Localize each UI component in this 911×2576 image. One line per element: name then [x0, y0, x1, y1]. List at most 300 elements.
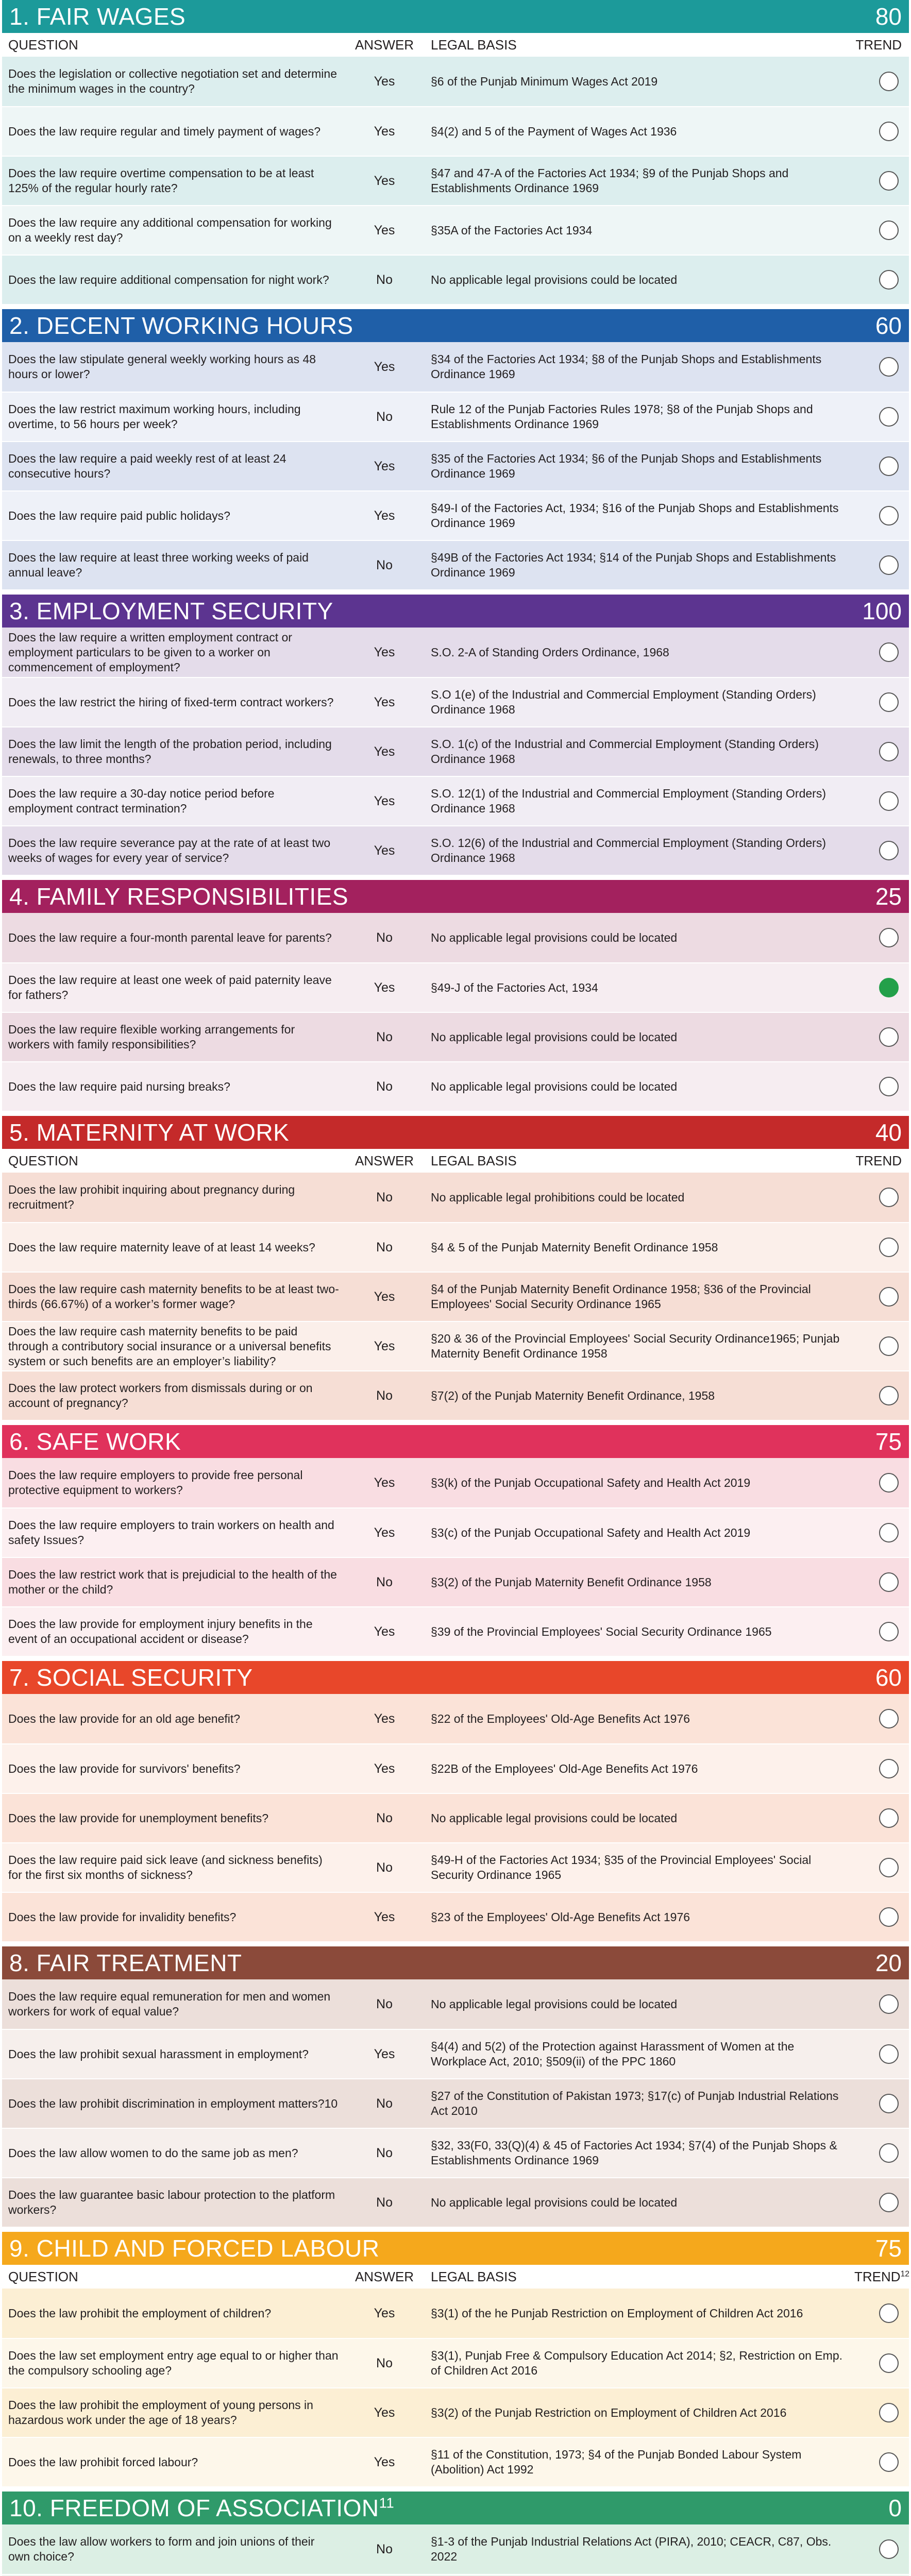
- table-row: [2, 1458, 909, 1507]
- section-title-text: 2. DECENT WORKING HOURS: [9, 312, 353, 339]
- trend-no-change-icon: [879, 1858, 899, 1877]
- section-title-text: 9. CHILD AND FORCED LABOUR: [9, 2235, 380, 2262]
- trend-no-change-icon: [879, 1287, 899, 1307]
- answer-value: Yes: [374, 1761, 395, 1776]
- table-row: [2, 677, 909, 726]
- table-row: [2, 726, 909, 776]
- legal-basis-text: §3(1), Punjab Free & Compulsory Education Act 2014; §2, Restriction on Emp. of Children Act 2016: [431, 2349, 843, 2377]
- legal-basis-text: §39 of the Provincial Employees' Social Security Ordinance 1965: [431, 1624, 772, 1638]
- trend-cell: [854, 1386, 909, 1405]
- table-row: [2, 2387, 909, 2437]
- column-question: QUESTION: [8, 37, 78, 53]
- trend-no-change-icon: [879, 357, 899, 377]
- trend-cell: [854, 1336, 909, 1356]
- trend-cell: [854, 2353, 909, 2373]
- trend-cell: [854, 1287, 909, 1307]
- answer-value: Yes: [374, 1624, 395, 1639]
- table-row: [2, 1979, 909, 2029]
- answer-value: No: [376, 272, 393, 287]
- table-row: [2, 2029, 909, 2078]
- answer-value: No: [376, 409, 393, 424]
- answer-value: No: [376, 2541, 393, 2556]
- question-text: Does the law prohibit discrimination in employment matters?10: [8, 2096, 338, 2110]
- trend-cell: [854, 642, 909, 662]
- answer-value: Yes: [374, 508, 395, 523]
- answer-value: Yes: [374, 124, 395, 139]
- section-7: [2, 1661, 909, 1941]
- question-text: Does the law require paid public holidays?: [8, 509, 230, 522]
- answer-value: No: [376, 2145, 393, 2160]
- trend-cell: [854, 122, 909, 141]
- table-row: [2, 2289, 909, 2338]
- section-score: 100: [862, 598, 902, 624]
- trend-no-change-icon: [879, 1907, 899, 1927]
- trend-no-change-icon: [879, 2403, 899, 2422]
- section-3: [2, 595, 909, 875]
- question-text: Does the law restrict maximum working hours, including overtime, to 56 hours per week?: [8, 402, 301, 431]
- trend-cell: [854, 2193, 909, 2212]
- section-header: [2, 880, 909, 913]
- trend-improved-icon: [879, 978, 899, 997]
- legal-basis-text: §3(2) of the Punjab Restriction on Employment of Children Act 2016: [431, 2405, 787, 2419]
- section-gap: [2, 875, 909, 880]
- answer-value: No: [376, 1079, 393, 1094]
- trend-cell: [854, 1994, 909, 2014]
- legal-basis-text: No applicable legal provisions could be located: [431, 1030, 678, 1044]
- section-9: [2, 2232, 909, 2486]
- trend-cell: [854, 1709, 909, 1728]
- trend-no-change-icon: [879, 1027, 899, 1047]
- question-text: Does the law require paid sick leave (and sickness benefits) for the first six months of sickness?: [8, 1853, 323, 1882]
- table-row: [2, 1793, 909, 1842]
- question-text: Does the law require cash maternity benefits to be at least two-thirds (66.67%) of a worker’s former wage?: [8, 1282, 339, 1311]
- trend-cell: [854, 928, 909, 947]
- legal-basis-text: §32, 33(F0, 33(Q)(4) & 45 of Factories Act 1934; §7(4) of the Punjab Shops & Establishments Ordinance 1969: [431, 2139, 837, 2167]
- legal-basis-text: S.O. 12(6) of the Industrial and Commercial Employment (Standing Orders) Ordinance 1968: [431, 836, 826, 865]
- section-header: [2, 0, 909, 33]
- trend-no-change-icon: [879, 1994, 899, 2014]
- question-text: Does the law allow women to do the same job as men?: [8, 2146, 298, 2160]
- section-score: 80: [875, 3, 902, 30]
- question-text: Does the law prohibit the employment of young persons in hazardous work under the age of 18 years?: [8, 2398, 313, 2427]
- section-title-text: 10. FREEDOM OF ASSOCIATION: [9, 2495, 379, 2521]
- legal-basis-text: §49-J of the Factories Act, 1934: [431, 980, 598, 994]
- section-gap: [2, 1420, 909, 1425]
- legal-basis-text: §11 of the Constitution, 1973; §4 of the Punjab Bonded Labour System (Abolition) Act 1992: [431, 2448, 802, 2476]
- column-header-row: [2, 1149, 909, 1173]
- question-text: Does the law require at least one week of paid paternity leave for fathers?: [8, 973, 332, 1002]
- trend-no-change-icon: [879, 2303, 899, 2323]
- trend-cell: [854, 1572, 909, 1592]
- answer-value: No: [376, 1029, 393, 1044]
- section-title: [9, 312, 353, 340]
- table-row: [2, 205, 909, 255]
- column-header-row: [2, 2265, 909, 2289]
- question-text: Does the law require maternity leave of at least 14 weeks?: [8, 1240, 315, 1254]
- trend-no-change-icon: [879, 2094, 899, 2113]
- answer-value: No: [376, 2355, 393, 2370]
- trend-no-change-icon: [879, 122, 899, 141]
- question-text: Does the law restrict the hiring of fixed-term contract workers?: [8, 695, 334, 709]
- table-row: [2, 628, 909, 677]
- section-score: 60: [875, 312, 902, 339]
- answer-value: Yes: [374, 2306, 395, 2320]
- question-text: Does the law require any additional compensation for working on a weekly rest day?: [8, 216, 332, 244]
- table-row: [2, 490, 909, 540]
- legal-basis-text: §23 of the Employees' Old-Age Benefits Act 1976: [431, 1910, 690, 1924]
- section-6: [2, 1425, 909, 1656]
- question-text: Does the law require employers to train workers on health and safety Issues?: [8, 1518, 334, 1547]
- legal-basis-text: No applicable legal provisions could be located: [431, 2195, 678, 2209]
- trend-no-change-icon: [879, 1808, 899, 1828]
- trend-no-change-icon: [879, 407, 899, 427]
- trend-cell: [854, 2094, 909, 2113]
- column-legal-basis: LEGAL BASIS: [431, 1153, 517, 1168]
- question-text: Does the law prohibit forced labour?: [8, 2455, 198, 2469]
- trend-cell: [854, 742, 909, 761]
- question-text: Does the law restrict work that is prejudicial to the health of the mother or the child?: [8, 1568, 337, 1596]
- section-header: [2, 1661, 909, 1694]
- trend-no-change-icon: [879, 2539, 899, 2559]
- section-score: 40: [875, 1119, 902, 1146]
- legal-basis-text: §49-I of the Factories Act, 1934; §16 of the Punjab Shops and Establishments Ordinance 1969: [431, 501, 839, 530]
- section-score: 25: [875, 883, 902, 910]
- trend-no-change-icon: [879, 2193, 899, 2212]
- question-text: Does the law require a paid weekly rest of at least 24 consecutive hours?: [8, 452, 286, 480]
- question-text: Does the legislation or collective negotiation set and determine the minimum wages in the country?: [8, 67, 337, 95]
- section-gap: [2, 2227, 909, 2232]
- table-row: [2, 2338, 909, 2387]
- section-4: [2, 880, 909, 1111]
- legal-basis-text: No applicable legal prohibitions could be located: [431, 1190, 685, 1204]
- trend-cell: [854, 72, 909, 91]
- trend-no-change-icon: [879, 642, 899, 662]
- question-text: Does the law guarantee basic labour protection to the platform workers?: [8, 2188, 335, 2216]
- answer-value: Yes: [374, 793, 395, 808]
- answer-value: Yes: [374, 645, 395, 659]
- question-text: Does the law prohibit inquiring about pregnancy during recruitment?: [8, 1183, 295, 1211]
- answer-value: Yes: [374, 74, 395, 89]
- trend-cell: [854, 2143, 909, 2163]
- trend-no-change-icon: [879, 928, 899, 947]
- column-question: QUESTION: [8, 2268, 78, 2284]
- table-row: [2, 1606, 909, 1656]
- trend-cell: [854, 1077, 909, 1096]
- question-text: Does the law stipulate general weekly working hours as 48 hours or lower?: [8, 352, 316, 381]
- trend-no-change-icon: [879, 2353, 899, 2373]
- question-text: Does the law require a 30-day notice period before employment contract termination?: [8, 787, 275, 815]
- column-trend-label: TREND: [855, 1153, 902, 1168]
- section-gap: [2, 2486, 909, 2492]
- legal-basis-text: No applicable legal provisions could be located: [431, 273, 678, 286]
- section-header: [2, 2232, 909, 2265]
- trend-cell: [854, 1523, 909, 1543]
- table-row: [2, 1743, 909, 1793]
- table-row: [2, 825, 909, 875]
- table-row: [2, 57, 909, 106]
- answer-value: No: [376, 1388, 393, 1403]
- question-text: Does the law require equal remuneration for men and women workers for work of equal value?: [8, 1990, 331, 2018]
- trend-no-change-icon: [879, 1709, 899, 1728]
- column-answer: ANSWER: [355, 2268, 414, 2284]
- trend-no-change-icon: [879, 1188, 899, 1207]
- question-text: Does the law prohibit the employment of children?: [8, 2306, 272, 2320]
- table-row: [2, 2524, 909, 2574]
- answer-value: Yes: [374, 744, 395, 759]
- table-row: [2, 2128, 909, 2177]
- legal-basis-text: §3(1) of the he Punjab Restriction on Employment of Children Act 2016: [431, 2306, 803, 2320]
- section-title: [9, 1664, 253, 1691]
- answer-value: No: [376, 557, 393, 572]
- table-row: [2, 776, 909, 825]
- question-text: Does the law require a four-month parental leave for parents?: [8, 930, 332, 944]
- table-row: [2, 2437, 909, 2486]
- section-header: [2, 2492, 909, 2524]
- trend-cell: [854, 357, 909, 377]
- table-row: [2, 1173, 909, 1222]
- section-1: [2, 0, 909, 304]
- answer-value: Yes: [374, 1475, 395, 1490]
- answer-value: Yes: [374, 2046, 395, 2061]
- trend-no-change-icon: [879, 221, 899, 240]
- legal-basis-text: §49B of the Factories Act 1934; §14 of the Punjab Shops and Establishments Ordinance 1969: [431, 551, 836, 579]
- legal-basis-text: §4 & 5 of the Punjab Maternity Benefit Ordinance 1958: [431, 1240, 718, 1254]
- question-text: Does the law require employers to provide free personal protective equipment to workers?: [8, 1468, 303, 1497]
- section-title: [9, 883, 348, 910]
- section-gap: [2, 1941, 909, 1946]
- trend-cell: [854, 692, 909, 712]
- question-text: Does the law require overtime compensation to be at least 125% of the regular hourly rate?: [8, 166, 314, 195]
- table-row: [2, 2177, 909, 2227]
- table-row: [2, 540, 909, 589]
- section-score: 75: [875, 1428, 902, 1455]
- answer-value: No: [376, 1810, 393, 1825]
- legal-basis-text: §22 of the Employees' Old-Age Benefits Act 1976: [431, 1711, 690, 1725]
- answer-value: Yes: [374, 359, 395, 374]
- legal-basis-text: §7(2) of the Punjab Maternity Benefit Ordinance, 1958: [431, 1388, 715, 1402]
- trend-cell: [854, 506, 909, 526]
- legal-basis-text: §35 of the Factories Act 1934; §6 of the Punjab Shops and Establishments Ordinance 1969: [431, 452, 822, 480]
- question-text: Does the law require regular and timely payment of wages?: [8, 124, 320, 138]
- answer-value: Yes: [374, 1525, 395, 1540]
- answer-value: Yes: [374, 2405, 395, 2420]
- table-row: [2, 255, 909, 304]
- trend-cell: [854, 2403, 909, 2422]
- answer-value: No: [376, 1190, 393, 1205]
- trend-cell: [854, 171, 909, 191]
- table-row: [2, 1222, 909, 1272]
- legal-basis-text: §4(2) and 5 of the Payment of Wages Act 1936: [431, 124, 677, 138]
- question-text: Does the law require additional compensation for night work?: [8, 273, 329, 286]
- legal-basis-text: §34 of the Factories Act 1934; §8 of the Punjab Shops and Establishments Ordinance 1969: [431, 352, 822, 381]
- trend-cell: [854, 1188, 909, 1207]
- answer-value: No: [376, 930, 393, 945]
- section-header: [2, 1425, 909, 1458]
- section-header: [2, 1946, 909, 1979]
- trend-cell: [854, 1473, 909, 1493]
- trend-no-change-icon: [879, 841, 899, 860]
- section-gap: [2, 304, 909, 309]
- column-trend: [854, 1153, 909, 1169]
- answer-value: Yes: [374, 459, 395, 473]
- column-trend-label: TREND: [854, 2268, 901, 2284]
- legal-basis-text: §27 of the Constitution of Pakistan 1973; §17(c) of Punjab Industrial Relations Act 2010: [431, 2089, 839, 2117]
- section-header: [2, 309, 909, 342]
- question-text: Does the law require severance pay at the rate of at least two weeks of wages for every year of service?: [8, 836, 331, 865]
- table-row: [2, 2574, 909, 2576]
- trend-no-change-icon: [879, 2143, 899, 2163]
- trend-cell: [854, 1808, 909, 1828]
- section-8: [2, 1946, 909, 2227]
- trend-cell: [854, 2303, 909, 2323]
- answer-value: Yes: [374, 694, 395, 709]
- section-header: [2, 1116, 909, 1149]
- legal-basis-text: §49-H of the Factories Act 1934; §35 of the Provincial Employees' Social Security Ordinance 1965: [431, 1853, 812, 1882]
- column-answer: ANSWER: [355, 37, 414, 53]
- trend-no-change-icon: [879, 1386, 899, 1405]
- legal-basis-text: §47 and 47-A of the Factories Act 1934; §9 of the Punjab Shops and Establishments Ordinance 1969: [431, 166, 789, 195]
- answer-value: No: [376, 1860, 393, 1875]
- section-title: [9, 597, 333, 625]
- section-title-text: 1. FAIR WAGES: [9, 3, 186, 30]
- section-score: 0: [888, 2495, 902, 2521]
- table-row: [2, 1507, 909, 1557]
- column-answer: ANSWER: [355, 1153, 414, 1168]
- trend-cell: [854, 1622, 909, 1641]
- trend-no-change-icon: [879, 1077, 899, 1096]
- column-trend-label: TREND: [855, 37, 902, 53]
- section-score: 75: [875, 2235, 902, 2262]
- table-row: [2, 342, 909, 392]
- section-title-text: 3. EMPLOYMENT SECURITY: [9, 598, 333, 624]
- trend-cell: [854, 978, 909, 997]
- trend-no-change-icon: [879, 1336, 899, 1356]
- question-text: Does the law provide for an old age benefit?: [8, 1711, 241, 1725]
- legal-basis-text: S.O. 12(1) of the Industrial and Commercial Employment (Standing Orders) Ordinance 1968: [431, 787, 826, 815]
- trend-cell: [854, 221, 909, 240]
- column-question: QUESTION: [8, 1153, 78, 1168]
- section-title-text: 8. FAIR TREATMENT: [9, 1950, 242, 1976]
- trend-cell: [854, 555, 909, 575]
- legal-basis-text: §3(c) of the Punjab Occupational Safety and Health Act 2019: [431, 1526, 751, 1539]
- trend-no-change-icon: [879, 1523, 899, 1543]
- question-text: Does the law provide for unemployment benefits?: [8, 1811, 269, 1825]
- trend-no-change-icon: [879, 2044, 899, 2064]
- trend-no-change-icon: [879, 692, 899, 712]
- trend-cell: [854, 1027, 909, 1047]
- trend-no-change-icon: [879, 456, 899, 476]
- legal-basis-text: §6 of the Punjab Minimum Wages Act 2019: [431, 74, 658, 88]
- table-row: [2, 1370, 909, 1420]
- column-trend: [854, 37, 909, 53]
- question-text: Does the law protect workers from dismissals during or on account of pregnancy?: [8, 1381, 313, 1410]
- answer-value: Yes: [374, 173, 395, 188]
- question-text: Does the law require a written employment contract or employment particulars to be given to a worker on commencement of employment?: [8, 630, 292, 674]
- trend-no-change-icon: [879, 1622, 899, 1641]
- trend-cell: [854, 1759, 909, 1778]
- question-text: Does the law provide for invalidity benefits?: [8, 1910, 237, 1924]
- question-text: Does the law require paid nursing breaks?: [8, 1079, 230, 1093]
- legal-basis-text: §3(k) of the Punjab Occupational Safety and Health Act 2019: [431, 1476, 751, 1489]
- trend-no-change-icon: [879, 1238, 899, 1257]
- section-5: [2, 1116, 909, 1420]
- table-row: [2, 106, 909, 156]
- table-row: [2, 913, 909, 962]
- legal-basis-text: No applicable legal provisions could be located: [431, 1811, 678, 1825]
- legal-basis-text: S.O. 2-A of Standing Orders Ordinance, 1968: [431, 645, 669, 659]
- legal-basis-text: §3(2) of the Punjab Maternity Benefit Ordinance 1958: [431, 1575, 712, 1589]
- trend-no-change-icon: [879, 2452, 899, 2472]
- answer-value: No: [376, 2195, 393, 2210]
- question-text: Does the law provide for survivors' benefits?: [8, 1761, 241, 1775]
- section-header: [2, 595, 909, 628]
- section-score: 20: [875, 1950, 902, 1976]
- trend-no-change-icon: [879, 555, 899, 575]
- trend-no-change-icon: [879, 1572, 899, 1592]
- trend-cell: [854, 2452, 909, 2472]
- trend-no-change-icon: [879, 791, 899, 811]
- section-title-text: 5. MATERNITY AT WORK: [9, 1119, 290, 1146]
- question-text: Does the law prohibit sexual harassment in employment?: [8, 2047, 309, 2061]
- legal-basis-text: No applicable legal provisions could be located: [431, 1079, 678, 1093]
- table-row: [2, 441, 909, 490]
- table-row: [2, 1694, 909, 1743]
- table-row: [2, 1321, 909, 1370]
- trend-no-change-icon: [879, 506, 899, 526]
- legal-basis-text: §4(4) and 5(2) of the Protection against Harassment of Women at the Workplace Act, 2010; §509(ii) of the PPC 1860: [431, 2040, 795, 2068]
- column-legal-basis: LEGAL BASIS: [431, 37, 517, 53]
- table-row: [2, 962, 909, 1012]
- section-10: [2, 2492, 909, 2576]
- section-title: [9, 2494, 394, 2522]
- answer-value: No: [376, 1240, 393, 1255]
- legal-basis-text: §35A of the Factories Act 1934: [431, 223, 593, 237]
- section-title-text: 6. SAFE WORK: [9, 1428, 181, 1455]
- trend-no-change-icon: [879, 171, 899, 191]
- answer-value: Yes: [374, 843, 395, 858]
- legal-basis-text: No applicable legal provisions could be located: [431, 1997, 678, 2011]
- trend-cell: [854, 1238, 909, 1257]
- trend-cell: [854, 407, 909, 427]
- legal-basis-text: S.O 1(e) of the Industrial and Commercial Employment (Standing Orders) Ordinance 1968: [431, 688, 816, 716]
- legal-basis-text: Rule 12 of the Punjab Factories Rules 1978; §8 of the Punjab Shops and Establishments Ordinance 1969: [431, 402, 813, 431]
- table-row: [2, 2078, 909, 2128]
- table-row: [2, 1061, 909, 1111]
- trend-no-change-icon: [879, 742, 899, 761]
- trend-cell: [854, 1907, 909, 1927]
- question-text: Does the law require at least three working weeks of paid annual leave?: [8, 551, 309, 579]
- answer-value: Yes: [374, 223, 395, 238]
- legal-basis-text: §4 of the Punjab Maternity Benefit Ordinance 1958; §36 of the Provincial Employees' Social Security Ordinance 1965: [431, 1282, 811, 1311]
- trend-cell: [854, 1858, 909, 1877]
- section-2: [2, 309, 909, 589]
- question-text: Does the law limit the length of the probation period, including renewals, to three months?: [8, 737, 332, 766]
- question-text: Does the law require flexible working arrangements for workers with family responsibilities?: [8, 1023, 295, 1051]
- table-row: [2, 1842, 909, 1892]
- legal-basis-text: S.O. 1(c) of the Industrial and Commercial Employment (Standing Orders) Ordinance 1968: [431, 737, 819, 766]
- table-row: [2, 392, 909, 441]
- trend-no-change-icon: [879, 1759, 899, 1778]
- trend-cell: [854, 841, 909, 860]
- table-row: [2, 1892, 909, 1941]
- section-title: [9, 1949, 242, 1977]
- column-trend: [854, 2269, 909, 2285]
- section-title: [9, 2234, 379, 2262]
- question-text: Does the law allow workers to form and join unions of their own choice?: [8, 2535, 315, 2563]
- answer-value: Yes: [374, 1338, 395, 1353]
- legal-basis-text: No applicable legal provisions could be located: [431, 930, 678, 944]
- table-row: [2, 1012, 909, 1061]
